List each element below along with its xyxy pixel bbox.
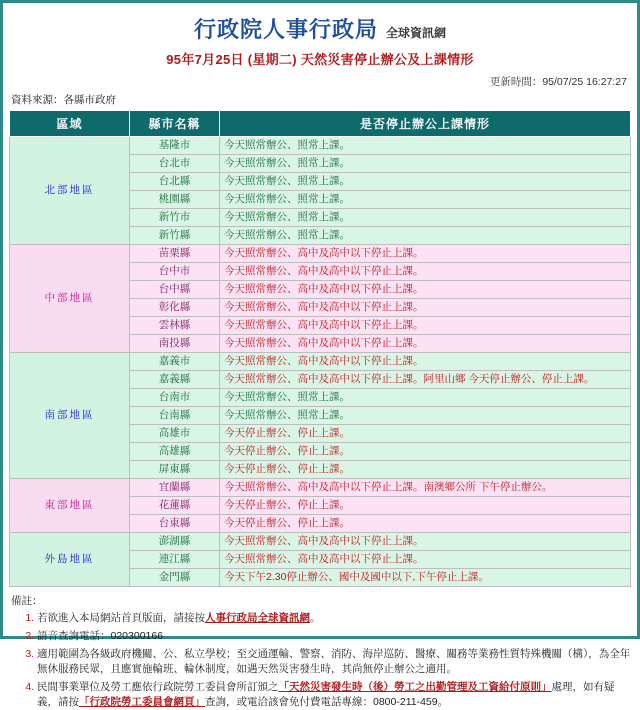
site-brand-label: 全球資訊網	[386, 26, 447, 40]
note-item	[37, 611, 631, 626]
note-item	[37, 680, 631, 710]
status-cell: 今天照常辦公、照常上課。	[220, 227, 631, 245]
notes-label: 備註：	[11, 595, 43, 607]
update-time: 更新時間：95/07/25 16:27:27	[489, 76, 627, 88]
status-cell: 今天照常辦公、高中及高中以下停止上課。	[220, 245, 631, 263]
status-cell: 今天下午2.30停止辦公、國中及國中以下,下午停止上課。	[220, 569, 631, 587]
status-cell: 今天照常辦公、照常上課。	[220, 209, 631, 227]
city-name-cell: 新竹縣	[130, 227, 220, 245]
city-name-cell: 南投縣	[130, 335, 220, 353]
city-name-cell: 基隆市	[130, 137, 220, 155]
page-header	[9, 7, 631, 68]
note-text: 民間事業單位及勞工應依行政院勞工委員會所訂頒之	[37, 681, 279, 693]
region-cell: 東部地區	[10, 479, 130, 533]
column-header-region: 區域	[10, 111, 130, 137]
city-name-cell: 新竹市	[130, 209, 220, 227]
city-name-cell: 嘉義市	[130, 353, 220, 371]
region-cell: 南部地區	[10, 353, 130, 479]
city-name-cell: 花蓮縣	[130, 497, 220, 515]
status-table	[9, 110, 631, 587]
status-cell: 今天照常辦公、照常上課。	[220, 389, 631, 407]
report-date-title: 95年7月25日 (星期二) 天然災害停止辦公及上課情形	[166, 52, 474, 67]
city-name-cell: 金門縣	[130, 569, 220, 587]
city-name-cell: 台中縣	[130, 281, 220, 299]
table-body	[10, 137, 631, 587]
status-cell: 今天照常辦公、高中及高中以下停止上課。	[220, 281, 631, 299]
city-name-cell: 嘉義縣	[130, 371, 220, 389]
page-title: 行政院人事行政局	[193, 17, 378, 42]
status-cell: 今天照常辦公、高中及高中以下停止上課。	[220, 263, 631, 281]
status-cell: 今天照常辦公、照常上課。	[220, 137, 631, 155]
note-text: 語音查詢電話：020300166	[37, 630, 164, 642]
status-cell: 今天照常辦公、照常上課。	[220, 191, 631, 209]
city-name-cell: 高雄縣	[130, 443, 220, 461]
city-name-cell: 台南市	[130, 389, 220, 407]
city-name-cell: 台中市	[130, 263, 220, 281]
note-text-post: 。	[310, 612, 321, 624]
city-name-cell: 屏東縣	[130, 461, 220, 479]
region-cell: 中部地區	[10, 245, 130, 353]
status-cell: 今天停止辦公、停止上課。	[220, 443, 631, 461]
region-cell: 北部地區	[10, 137, 130, 245]
notes-list	[11, 611, 631, 710]
status-cell: 今天照常辦公、照常上課。	[220, 155, 631, 173]
data-source: 資料來源：各縣市政府	[11, 94, 116, 106]
note-link[interactable]: 人事行政局全球資訊網	[205, 612, 310, 624]
table-row	[10, 479, 631, 497]
city-name-cell: 台東縣	[130, 515, 220, 533]
note-item	[37, 629, 631, 644]
city-name-cell: 彰化縣	[130, 299, 220, 317]
status-cell: 今天照常辦公、高中及高中以下停止上課。南澳鄉公所 下午停止辦公。	[220, 479, 631, 497]
table-row	[10, 137, 631, 155]
table-header-row	[10, 111, 631, 137]
city-name-cell: 宜蘭縣	[130, 479, 220, 497]
note-text: 若欲進入本局網站首頁版面，請接按	[37, 612, 205, 624]
note-text: 適用範圍為各級政府機關、公、私立學校；至交通運輸、警察、消防、海岸巡防、醫療、關務等業務性質特殊機關（構），為全年無休服務民眾，且應實施輪班、輪休制度，如遇天然災害發生時，其尚無停止辦公之適用。	[37, 648, 631, 675]
status-cell: 今天停止辦公、停止上課。	[220, 461, 631, 479]
status-cell: 今天照常辦公、高中及高中以下停止上課。	[220, 335, 631, 353]
status-cell: 今天照常辦公、高中及高中以下停止上課。	[220, 533, 631, 551]
status-cell: 今天停止辦公、停止上課。	[220, 497, 631, 515]
city-name-cell: 高雄市	[130, 425, 220, 443]
status-cell: 今天照常辦公、高中及高中以下停止上課。	[220, 299, 631, 317]
city-name-cell: 雲林縣	[130, 317, 220, 335]
region-cell: 外島地區	[10, 533, 130, 587]
status-cell: 今天照常辦公、高中及高中以下停止上課。	[220, 317, 631, 335]
city-name-cell: 桃園縣	[130, 191, 220, 209]
city-name-cell: 台北市	[130, 155, 220, 173]
table-row	[10, 533, 631, 551]
status-cell: 今天照常辦公、高中及高中以下停止上課。	[220, 353, 631, 371]
status-cell: 今天照常辦公、高中及高中以下停止上課。	[220, 551, 631, 569]
table-row	[10, 245, 631, 263]
status-cell: 今天停止辦公、停止上課。	[220, 425, 631, 443]
city-name-cell: 苗栗縣	[130, 245, 220, 263]
note-link-secondary[interactable]: 「行政院勞工委員會網頁」	[79, 696, 205, 708]
column-header-status: 是否停止辦公上課情形	[220, 111, 631, 137]
table-row	[10, 353, 631, 371]
note-text-mid: 處理，如有疑義，請按	[37, 681, 615, 708]
note-item	[37, 647, 631, 677]
title-row	[9, 13, 631, 44]
city-name-cell: 台北縣	[130, 173, 220, 191]
city-name-cell: 澎湖縣	[130, 533, 220, 551]
note-link[interactable]: 「天然災害發生時（後）勞工之出勤管理及工資給付原則」	[278, 681, 552, 693]
city-name-cell: 連江縣	[130, 551, 220, 569]
notes-section	[9, 593, 631, 710]
status-cell: 今天照常辦公、高中及高中以下停止上課。阿里山鄉 今天停止辦公、停止上課。	[220, 371, 631, 389]
city-name-cell: 台南縣	[130, 407, 220, 425]
status-cell: 今天照常辦公、照常上課。	[220, 407, 631, 425]
status-cell: 今天照常辦公、照常上課。	[220, 173, 631, 191]
note-text-post: 查詢，或電洽該會免付費電話專線：0800-211-459。	[205, 696, 449, 708]
status-cell: 今天停止辦公、停止上課。	[220, 515, 631, 533]
column-header-city: 縣市名稱	[130, 111, 220, 137]
